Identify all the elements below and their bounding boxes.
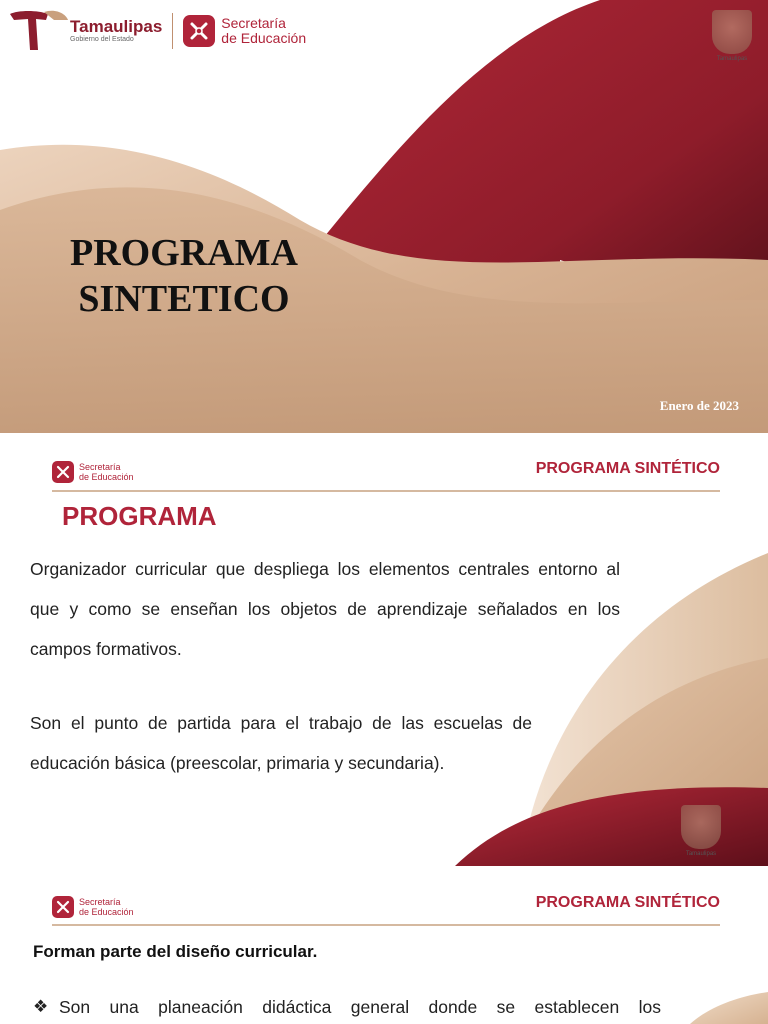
paragraph-1: Organizador curricular que despliega los elementos centrales entorno al que y como se enseñan los objetos de aprendizaje señalados en los campos formativos. <box>30 559 620 659</box>
logo-text <box>79 462 134 482</box>
header-logo <box>52 461 134 483</box>
logo-line1: Secretaría <box>79 462 121 472</box>
logo-line2: de Educación <box>79 907 134 917</box>
diamond-bullet-icon: ❖ <box>33 997 49 1016</box>
header-title: PROGRAMA SINTÉTICO <box>535 894 720 911</box>
date-label: Enero de 2023 <box>659 398 739 413</box>
secretaria-logo-icon <box>52 896 74 918</box>
brand-tamaulipas <box>70 18 162 44</box>
paragraph-2: Son el punto de partida para el trabajo de las escuelas de educación básica (preescolar, primaria y secundaria). <box>30 713 532 773</box>
brand-secretaria <box>221 16 306 46</box>
bold-statement: Forman parte del diseño curricular. <box>33 942 318 961</box>
crest-caption: Tamaulipas <box>716 56 748 62</box>
list-item <box>33 997 661 1018</box>
state-crest-icon <box>711 10 753 70</box>
title-line1: PROGRAMA <box>70 232 298 274</box>
header-logos <box>8 10 306 52</box>
tamaulipas-logo-icon <box>8 10 68 52</box>
section-heading: PROGRAMA <box>62 501 217 531</box>
page-title <box>56 230 312 322</box>
logo-line1: Secretaría <box>79 897 121 907</box>
state-crest-icon <box>680 805 722 865</box>
header-divider <box>52 924 720 926</box>
header-logo <box>52 896 134 918</box>
secretaria-logo-icon <box>52 461 74 483</box>
brand-tamaulipas-name: Tamaulipas <box>70 17 163 36</box>
header-title: PROGRAMA SINTÉTICO <box>535 460 720 477</box>
title-line2: SINTETICO <box>78 278 290 320</box>
logo-text <box>79 897 134 917</box>
secretaria-logo-icon <box>183 15 215 47</box>
logo-line2: de Educación <box>79 472 134 482</box>
brand-secretaria-line1: Secretaría <box>221 15 286 31</box>
crest-caption: Tamaulipas <box>685 851 717 857</box>
brand-secretaria-line2: de Educación <box>221 30 307 46</box>
programa-slide <box>0 433 768 866</box>
header-divider <box>52 490 720 492</box>
bullet-text: Son una planeación didáctica general donde se establecen los <box>59 997 661 1017</box>
slide1-background <box>0 0 768 433</box>
logo-divider <box>172 13 173 49</box>
brand-gobierno: Gobierno del Estado <box>70 36 134 43</box>
title-slide <box>0 0 768 433</box>
diseno-slide <box>0 866 768 1024</box>
